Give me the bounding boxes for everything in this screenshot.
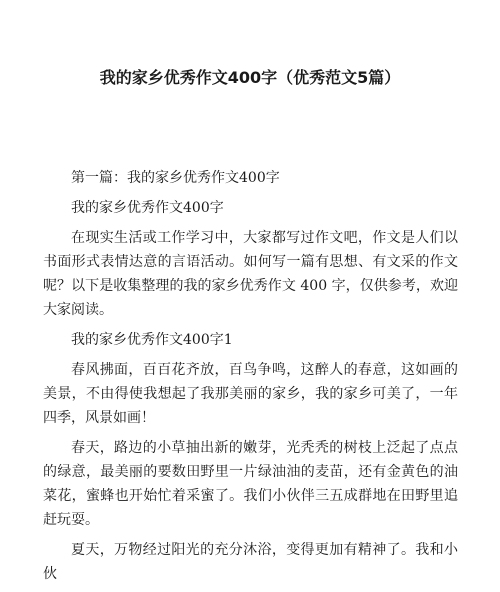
intro-paragraph: 在现实生活或工作学习中，大家都写过作文吧，作文是人们以书面形式表情达意的言语活动。如何写一篇有思想、有文采的作文呢？以下是收集整理的我的家乡优秀作文 400 字，仅供参考，欢迎大家阅读。 bbox=[43, 230, 458, 318]
document-body bbox=[43, 166, 458, 592]
body-paragraph: 春天，路边的小草抽出新的嫩芽，光秃秃的树枝上泛起了点点的绿意，最美丽的要数田野里一片绿油油的麦苗，还有金黄色的油菜花，蜜蜂也开始忙着采蜜了。我们小伙伴三五成群地在田野里追赶玩耍。 bbox=[43, 440, 458, 528]
essay-title: 我的家乡优秀作文400字 bbox=[71, 200, 224, 216]
body-paragraph: 春风拂面，百百花齐放，百鸟争鸣，这醉人的春意，这如画的美景，不由得使我想起了我那美丽的家乡，我的家乡可美了，一年四季，风景如画！ bbox=[43, 362, 458, 426]
essay-subtitle: 我的家乡优秀作文400字1 bbox=[71, 332, 233, 348]
section-heading: 第一篇：我的家乡优秀作文400字 bbox=[71, 170, 280, 186]
body-paragraph: 夏天，万物经过阳光的充分沐浴，变得更加有精神了。我和小伙 bbox=[43, 542, 458, 582]
document-title: 我的家乡优秀作文400字（优秀范文5篇） bbox=[99, 68, 401, 87]
